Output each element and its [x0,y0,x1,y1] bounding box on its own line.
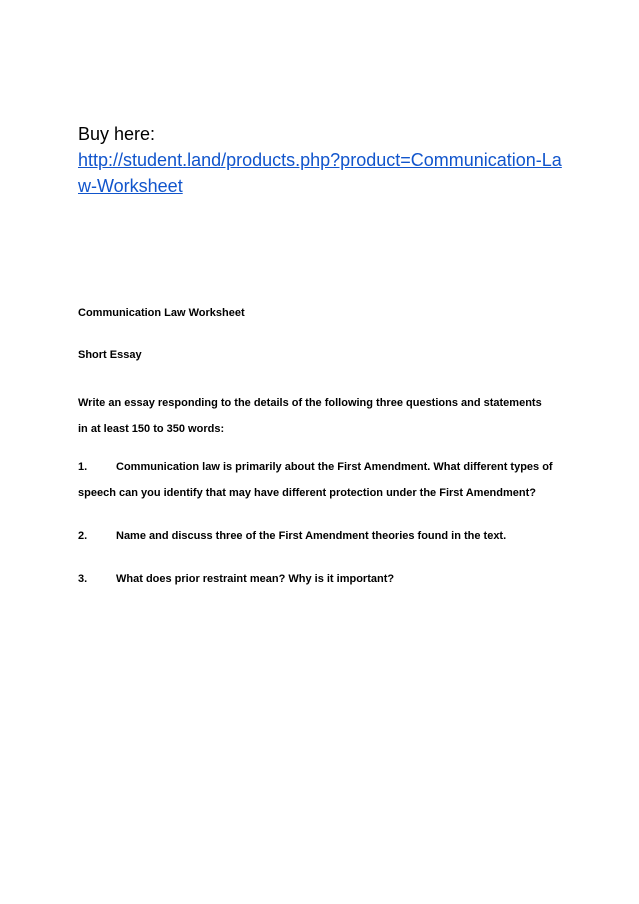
question-item [78,523,558,549]
question-number: 2. [78,530,88,542]
buy-label: Buy here: [78,124,156,144]
question-number: 1. [78,461,88,473]
question-item [78,454,558,506]
document-subtitle: Short Essay [78,349,142,361]
question-text: Communication law is primarily about the First Amendment. What different types of speech can you identify that may have different protection under the First Amendment? [78,461,553,499]
product-link[interactable]: http://student.land/products.php?product=Communication-Law-Worksheet [78,150,562,196]
question-list [78,454,558,609]
buy-section [78,121,568,199]
question-text: What does prior restraint mean? Why is it important? [116,573,395,585]
question-text: Name and discuss three of the First Amendment theories found in the text. [116,530,507,542]
document-title: Communication Law Worksheet [78,307,245,319]
instructions-text: Write an essay responding to the details of the following three questions and statements in at least 150 to 350 words: [78,397,542,435]
question-number: 3. [78,573,88,585]
question-item [78,566,558,592]
